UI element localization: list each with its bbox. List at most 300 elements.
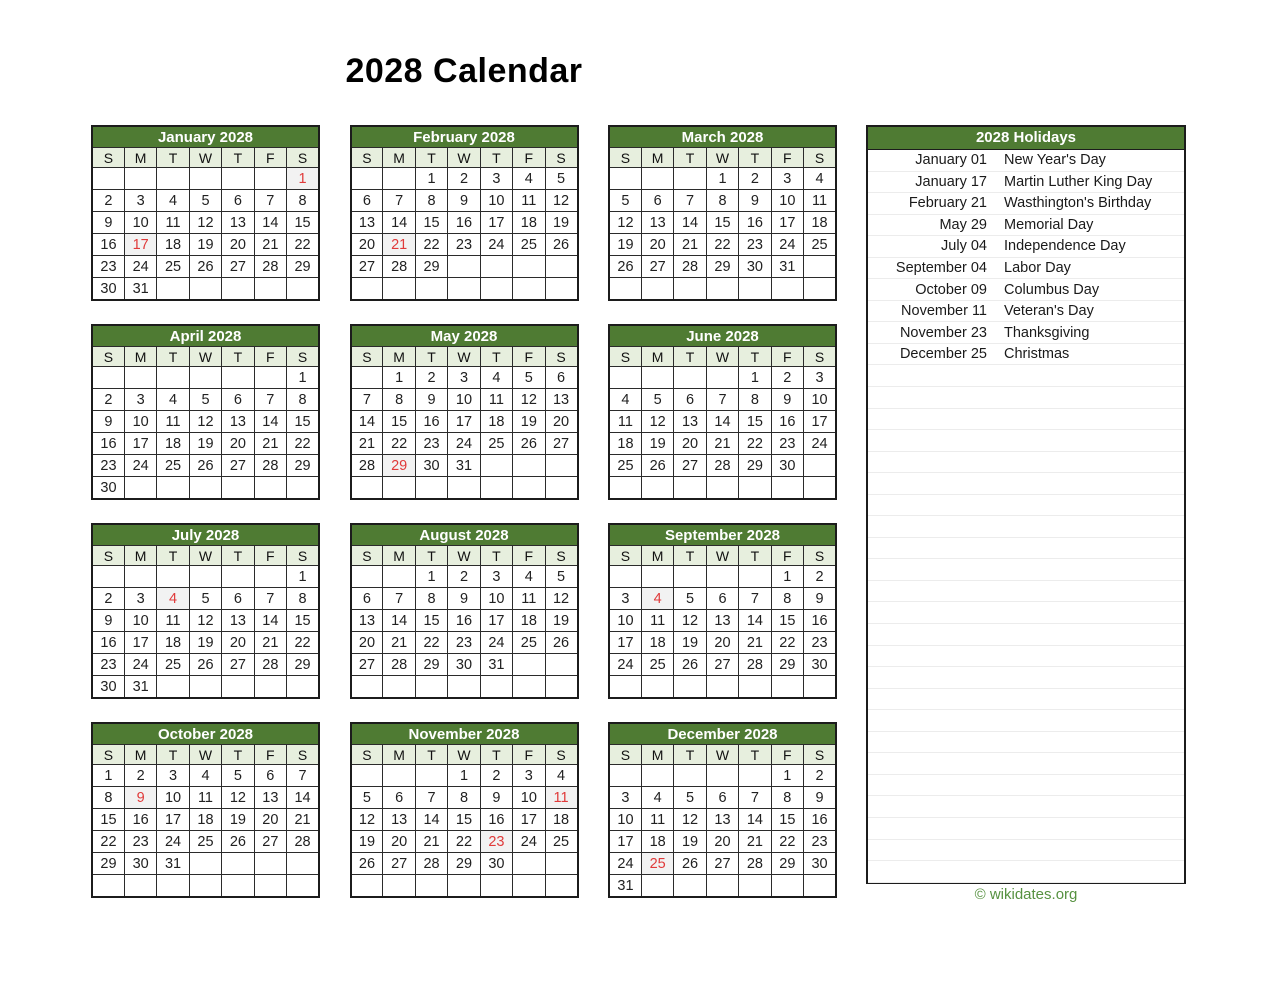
day-cell-16: 16 [448, 212, 480, 234]
holidays-panel-title: 2028 Holidays [868, 127, 1184, 150]
dow-header: S [804, 546, 836, 566]
week-row [92, 477, 319, 500]
dow-header: S [545, 745, 577, 765]
month-title: November 2028 [351, 723, 578, 745]
day-cell-18: 18 [513, 610, 545, 632]
day-cell-empty [609, 566, 641, 588]
day-cell-12: 12 [609, 212, 641, 234]
day-cell-empty [415, 477, 447, 500]
holidays-list [868, 150, 1184, 883]
day-cell-empty [287, 477, 319, 500]
day-cell-1: 1 [92, 765, 124, 787]
day-cell-27: 27 [674, 455, 706, 477]
dow-header: M [383, 546, 415, 566]
day-cell-30: 30 [124, 853, 156, 875]
day-cell-empty [189, 676, 221, 699]
week-row [351, 278, 578, 301]
day-cell-15: 15 [415, 610, 447, 632]
holiday-row [868, 193, 1184, 215]
day-cell-2: 2 [92, 588, 124, 610]
week-row [92, 234, 319, 256]
day-cell-empty [641, 676, 673, 699]
dow-header: M [641, 347, 673, 367]
day-cell-4: 4 [545, 765, 577, 787]
dow-header: S [545, 347, 577, 367]
day-cell-3: 3 [124, 190, 156, 212]
month-title: June 2028 [609, 325, 836, 347]
holiday-empty-row [868, 559, 1184, 581]
month-october-2028 [91, 722, 320, 898]
day-cell-24: 24 [804, 433, 836, 455]
day-cell-25: 25 [545, 831, 577, 853]
month-april-2028 [91, 324, 320, 500]
day-cell-17: 17 [513, 809, 545, 831]
day-cell-12: 12 [641, 411, 673, 433]
week-row [351, 256, 578, 278]
day-cell-15: 15 [771, 809, 803, 831]
day-cell-24: 24 [124, 455, 156, 477]
day-cell-11: 11 [157, 610, 189, 632]
dow-header: S [287, 745, 319, 765]
day-cell-empty [674, 477, 706, 500]
dow-header: W [189, 546, 221, 566]
day-cell-empty [222, 367, 254, 389]
day-cell-empty [513, 278, 545, 301]
day-cell-21: 21 [739, 632, 771, 654]
day-cell-3: 3 [513, 765, 545, 787]
day-cell-empty [254, 875, 286, 898]
holiday-empty-row [868, 365, 1184, 387]
day-cell-empty [804, 477, 836, 500]
dow-header: T [480, 745, 512, 765]
day-cell-empty [480, 676, 512, 699]
day-cell-10: 10 [124, 212, 156, 234]
day-cell-23: 23 [448, 234, 480, 256]
holiday-name: Memorial Day [1004, 216, 1094, 233]
day-cell-29: 29 [771, 654, 803, 676]
day-cell-2: 2 [739, 168, 771, 190]
day-cell-26: 26 [609, 256, 641, 278]
day-cell-29: 29 [287, 654, 319, 676]
day-cell-6: 6 [706, 787, 738, 809]
dow-header: T [674, 745, 706, 765]
day-cell-3: 3 [609, 588, 641, 610]
holiday-date: May 29 [939, 216, 987, 233]
day-cell-22: 22 [383, 433, 415, 455]
week-row [609, 765, 836, 787]
day-cell-24: 24 [480, 632, 512, 654]
dow-header: S [92, 148, 124, 168]
day-cell-13: 13 [254, 787, 286, 809]
day-cell-29: 29 [448, 853, 480, 875]
day-cell-10: 10 [124, 411, 156, 433]
day-cell-empty [674, 168, 706, 190]
day-cell-16: 16 [804, 809, 836, 831]
day-cell-25: 25 [480, 433, 512, 455]
day-cell-14: 14 [383, 212, 415, 234]
dow-header-row [609, 347, 836, 367]
month-title: December 2028 [609, 723, 836, 745]
day-cell-empty [222, 875, 254, 898]
holiday-empty-row [868, 387, 1184, 409]
month-may-2028 [350, 324, 579, 500]
week-row [92, 455, 319, 477]
day-cell-25: 25 [513, 234, 545, 256]
holiday-name: Labor Day [1004, 260, 1071, 276]
holiday-empty-row [868, 430, 1184, 452]
dow-header: M [124, 546, 156, 566]
day-cell-19: 19 [513, 411, 545, 433]
day-cell-11: 11 [513, 588, 545, 610]
week-row [92, 765, 319, 787]
day-cell-7: 7 [383, 588, 415, 610]
week-row [92, 278, 319, 301]
day-cell-empty [124, 477, 156, 500]
day-cell-27: 27 [641, 256, 673, 278]
holiday-date: July 04 [941, 238, 987, 255]
day-cell-21: 21 [287, 809, 319, 831]
day-cell-empty [157, 278, 189, 301]
day-cell-14: 14 [739, 809, 771, 831]
day-cell-5: 5 [641, 389, 673, 411]
day-cell-1: 1 [448, 765, 480, 787]
dow-header-row [92, 148, 319, 168]
dow-header: T [157, 546, 189, 566]
day-cell-18: 18 [189, 809, 221, 831]
day-cell-31: 31 [771, 256, 803, 278]
day-cell-empty [641, 566, 673, 588]
dow-header-row [351, 546, 578, 566]
day-cell-empty [222, 566, 254, 588]
day-cell-9: 9 [92, 411, 124, 433]
day-cell-2: 2 [92, 190, 124, 212]
day-cell-8: 8 [415, 190, 447, 212]
day-cell-6: 6 [383, 787, 415, 809]
day-cell-7: 7 [415, 787, 447, 809]
day-cell-29: 29 [706, 256, 738, 278]
day-cell-30: 30 [92, 278, 124, 301]
dow-header: T [739, 546, 771, 566]
day-cell-empty [157, 367, 189, 389]
holiday-row [868, 344, 1184, 366]
week-row [351, 367, 578, 389]
day-cell-empty [415, 676, 447, 699]
holiday-name: Independence Day [1004, 238, 1126, 255]
day-cell-27: 27 [351, 256, 383, 278]
day-cell-17: 17 [448, 411, 480, 433]
month-title: September 2028 [609, 524, 836, 546]
week-row [92, 212, 319, 234]
day-cell-1: 1 [415, 168, 447, 190]
day-cell-19: 19 [674, 632, 706, 654]
day-cell-9: 9 [804, 588, 836, 610]
dow-header: T [222, 148, 254, 168]
week-row [351, 632, 578, 654]
dow-header: S [804, 148, 836, 168]
day-cell-30: 30 [739, 256, 771, 278]
day-cell-20: 20 [222, 234, 254, 256]
day-cell-19: 19 [189, 632, 221, 654]
holiday-empty-row [868, 818, 1184, 840]
day-cell-7: 7 [383, 190, 415, 212]
day-cell-empty [513, 477, 545, 500]
day-cell-6: 6 [222, 190, 254, 212]
day-cell-12: 12 [189, 411, 221, 433]
week-row [609, 256, 836, 278]
day-cell-empty [189, 168, 221, 190]
day-cell-9: 9 [415, 389, 447, 411]
day-cell-9: 9 [124, 787, 156, 809]
week-row [609, 278, 836, 301]
week-row [351, 411, 578, 433]
day-cell-20: 20 [254, 809, 286, 831]
month-title: January 2028 [92, 126, 319, 148]
day-cell-24: 24 [513, 831, 545, 853]
week-row [351, 787, 578, 809]
week-row [92, 875, 319, 898]
day-cell-30: 30 [480, 853, 512, 875]
day-cell-empty [287, 676, 319, 699]
day-cell-empty [383, 676, 415, 699]
month-title: May 2028 [351, 325, 578, 347]
dow-header-row [92, 745, 319, 765]
day-cell-9: 9 [448, 190, 480, 212]
day-cell-23: 23 [124, 831, 156, 853]
day-cell-10: 10 [804, 389, 836, 411]
day-cell-14: 14 [351, 411, 383, 433]
day-cell-6: 6 [674, 389, 706, 411]
day-cell-3: 3 [480, 168, 512, 190]
day-cell-13: 13 [383, 809, 415, 831]
day-cell-6: 6 [641, 190, 673, 212]
day-cell-7: 7 [706, 389, 738, 411]
day-cell-21: 21 [254, 234, 286, 256]
day-cell-20: 20 [351, 234, 383, 256]
holiday-row [868, 258, 1184, 280]
day-cell-7: 7 [287, 765, 319, 787]
day-cell-26: 26 [545, 234, 577, 256]
day-cell-17: 17 [804, 411, 836, 433]
week-row [92, 566, 319, 588]
holiday-date: September 04 [895, 260, 987, 276]
day-cell-5: 5 [545, 566, 577, 588]
day-cell-empty [804, 676, 836, 699]
day-cell-2: 2 [448, 168, 480, 190]
day-cell-15: 15 [739, 411, 771, 433]
dow-header-row [92, 347, 319, 367]
day-cell-28: 28 [254, 455, 286, 477]
day-cell-empty [383, 566, 415, 588]
day-cell-21: 21 [706, 433, 738, 455]
day-cell-4: 4 [513, 566, 545, 588]
day-cell-3: 3 [804, 367, 836, 389]
day-cell-empty [254, 853, 286, 875]
day-cell-21: 21 [254, 433, 286, 455]
day-cell-empty [706, 477, 738, 500]
holiday-date: January 01 [915, 152, 987, 169]
day-cell-8: 8 [383, 389, 415, 411]
dow-header: F [254, 745, 286, 765]
week-row [609, 809, 836, 831]
day-cell-1: 1 [771, 765, 803, 787]
holiday-empty-row [868, 775, 1184, 797]
day-cell-19: 19 [641, 433, 673, 455]
day-cell-23: 23 [480, 831, 512, 853]
dow-header: M [383, 148, 415, 168]
day-cell-4: 4 [480, 367, 512, 389]
week-row [609, 455, 836, 477]
day-cell-11: 11 [609, 411, 641, 433]
day-cell-2: 2 [804, 765, 836, 787]
day-cell-20: 20 [545, 411, 577, 433]
day-cell-13: 13 [641, 212, 673, 234]
dow-header: S [287, 347, 319, 367]
day-cell-26: 26 [641, 455, 673, 477]
week-row [92, 256, 319, 278]
day-cell-26: 26 [674, 853, 706, 875]
holiday-name: Wasthington's Birthday [1004, 195, 1152, 212]
dow-header-row [351, 347, 578, 367]
day-cell-31: 31 [124, 676, 156, 699]
day-cell-9: 9 [771, 389, 803, 411]
day-cell-29: 29 [287, 455, 319, 477]
day-cell-empty [674, 765, 706, 787]
day-cell-26: 26 [545, 632, 577, 654]
month-december-2028 [608, 722, 837, 898]
day-cell-empty [351, 566, 383, 588]
day-cell-empty [124, 367, 156, 389]
dow-header: S [287, 546, 319, 566]
day-cell-empty [383, 278, 415, 301]
day-cell-empty [415, 765, 447, 787]
holiday-name: New Year's Day [1004, 152, 1106, 169]
day-cell-18: 18 [480, 411, 512, 433]
day-cell-empty [513, 875, 545, 898]
day-cell-empty [415, 278, 447, 301]
dow-header: T [415, 347, 447, 367]
day-cell-28: 28 [351, 455, 383, 477]
dow-header: F [513, 347, 545, 367]
day-cell-empty [771, 477, 803, 500]
day-cell-15: 15 [448, 809, 480, 831]
holiday-row [868, 236, 1184, 258]
dow-header: S [351, 347, 383, 367]
day-cell-empty [480, 256, 512, 278]
day-cell-29: 29 [415, 654, 447, 676]
day-cell-2: 2 [480, 765, 512, 787]
dow-header: S [351, 546, 383, 566]
week-row [351, 809, 578, 831]
day-cell-18: 18 [513, 212, 545, 234]
day-cell-26: 26 [674, 654, 706, 676]
month-title: February 2028 [351, 126, 578, 148]
day-cell-empty [545, 455, 577, 477]
day-cell-empty [771, 278, 803, 301]
day-cell-empty [124, 875, 156, 898]
day-cell-empty [189, 566, 221, 588]
footer-credit-link[interactable]: © wikidates.org [974, 886, 1078, 903]
day-cell-empty [641, 367, 673, 389]
day-cell-empty [254, 168, 286, 190]
day-cell-empty [674, 875, 706, 898]
dow-header: S [609, 546, 641, 566]
day-cell-15: 15 [287, 411, 319, 433]
day-cell-4: 4 [513, 168, 545, 190]
day-cell-empty [609, 477, 641, 500]
day-cell-21: 21 [415, 831, 447, 853]
holiday-empty-row [868, 581, 1184, 603]
day-cell-22: 22 [415, 234, 447, 256]
day-cell-30: 30 [415, 455, 447, 477]
day-cell-31: 31 [480, 654, 512, 676]
holiday-empty-row [868, 732, 1184, 754]
week-row [609, 212, 836, 234]
day-cell-30: 30 [92, 477, 124, 500]
day-cell-24: 24 [124, 654, 156, 676]
day-cell-11: 11 [545, 787, 577, 809]
day-cell-25: 25 [157, 256, 189, 278]
dow-header: F [513, 546, 545, 566]
day-cell-12: 12 [545, 190, 577, 212]
dow-header: W [706, 546, 738, 566]
day-cell-25: 25 [157, 455, 189, 477]
day-cell-17: 17 [157, 809, 189, 831]
dow-header: T [739, 148, 771, 168]
day-cell-25: 25 [641, 654, 673, 676]
day-cell-5: 5 [351, 787, 383, 809]
day-cell-empty [222, 168, 254, 190]
dow-header: S [804, 745, 836, 765]
day-cell-16: 16 [415, 411, 447, 433]
day-cell-5: 5 [189, 389, 221, 411]
day-cell-9: 9 [92, 610, 124, 632]
week-row [351, 566, 578, 588]
day-cell-8: 8 [771, 588, 803, 610]
holiday-date: December 25 [899, 346, 987, 363]
dow-header: S [545, 546, 577, 566]
week-row [351, 455, 578, 477]
day-cell-23: 23 [804, 632, 836, 654]
dow-header-row [351, 148, 578, 168]
day-cell-26: 26 [351, 853, 383, 875]
day-cell-12: 12 [513, 389, 545, 411]
day-cell-8: 8 [739, 389, 771, 411]
day-cell-empty [771, 676, 803, 699]
week-row [609, 676, 836, 699]
day-cell-3: 3 [124, 389, 156, 411]
dow-header-row [609, 745, 836, 765]
day-cell-empty [189, 875, 221, 898]
dow-header: M [383, 745, 415, 765]
day-cell-empty [124, 168, 156, 190]
week-row [609, 853, 836, 875]
day-cell-6: 6 [351, 190, 383, 212]
day-cell-31: 31 [609, 875, 641, 898]
day-cell-empty [480, 455, 512, 477]
day-cell-8: 8 [287, 190, 319, 212]
holiday-name: Columbus Day [1004, 281, 1100, 298]
day-cell-27: 27 [222, 256, 254, 278]
day-cell-empty [513, 853, 545, 875]
day-cell-empty [189, 853, 221, 875]
day-cell-10: 10 [480, 190, 512, 212]
day-cell-31: 31 [124, 278, 156, 301]
week-row [92, 831, 319, 853]
day-cell-23: 23 [415, 433, 447, 455]
day-cell-empty [189, 367, 221, 389]
day-cell-empty [609, 765, 641, 787]
day-cell-empty [545, 676, 577, 699]
